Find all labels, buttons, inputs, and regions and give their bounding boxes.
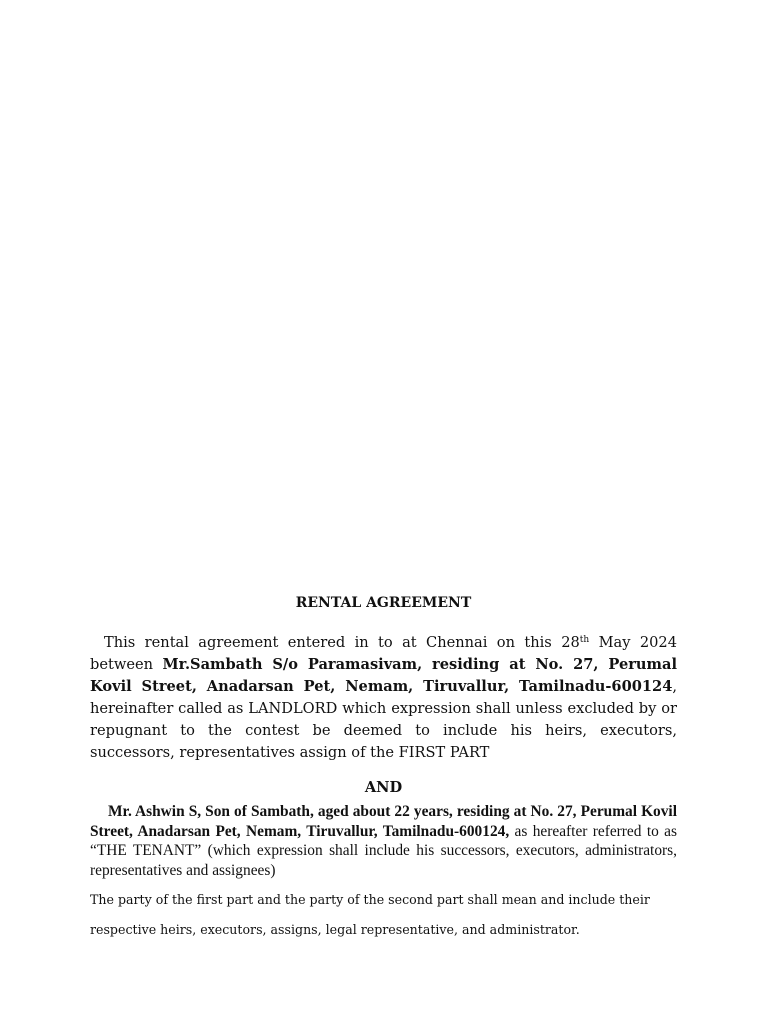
parties-definition-paragraph — [90, 885, 677, 945]
para3-line1: The party of the first part and the party of the second part shall mean and include their — [90, 892, 650, 907]
document-body — [90, 594, 677, 945]
landlord-paragraph — [90, 632, 677, 764]
para3-line2: respective heirs, executors, assigns, legal representative, and administrator. — [90, 922, 580, 937]
para1-rest: , hereinafter called as LANDLORD which expression shall unless excluded by or repugnant to the contest be deemed to include his heirs, executors, successors, representatives assign of the FIRST PART — [90, 678, 677, 761]
para1-intro: This rental agreement entered in to at Chennai on this 28 — [104, 634, 580, 651]
document-title: RENTAL AGREEMENT — [295, 595, 472, 611]
date-superscript: th — [579, 635, 590, 645]
landlord-details: Mr.Sambath S/o Paramasivam, residing at No. 27, Perumal Kovil Street, Anadarsan Pet, Nemam, Tiruvallur, Tamilnadu-600124 — [90, 656, 677, 695]
para1-intro-cont: May 2024 between — [90, 634, 677, 673]
tenant-paragraph — [90, 802, 677, 880]
and-separator: AND — [364, 779, 403, 796]
tenant-details: Mr. Ashwin S, Son of Sambath, aged about 22 years, residing at No. 27, Perumal Kovil Street, Anadarsan Pet, Nemam, Tiruvallur, Tamilnadu-600124, — [90, 803, 677, 840]
para2-rest: as hereafter referred to as “THE TENANT” (which expression shall include his successors, executors, administrators, representatives and assignees) — [90, 822, 677, 879]
